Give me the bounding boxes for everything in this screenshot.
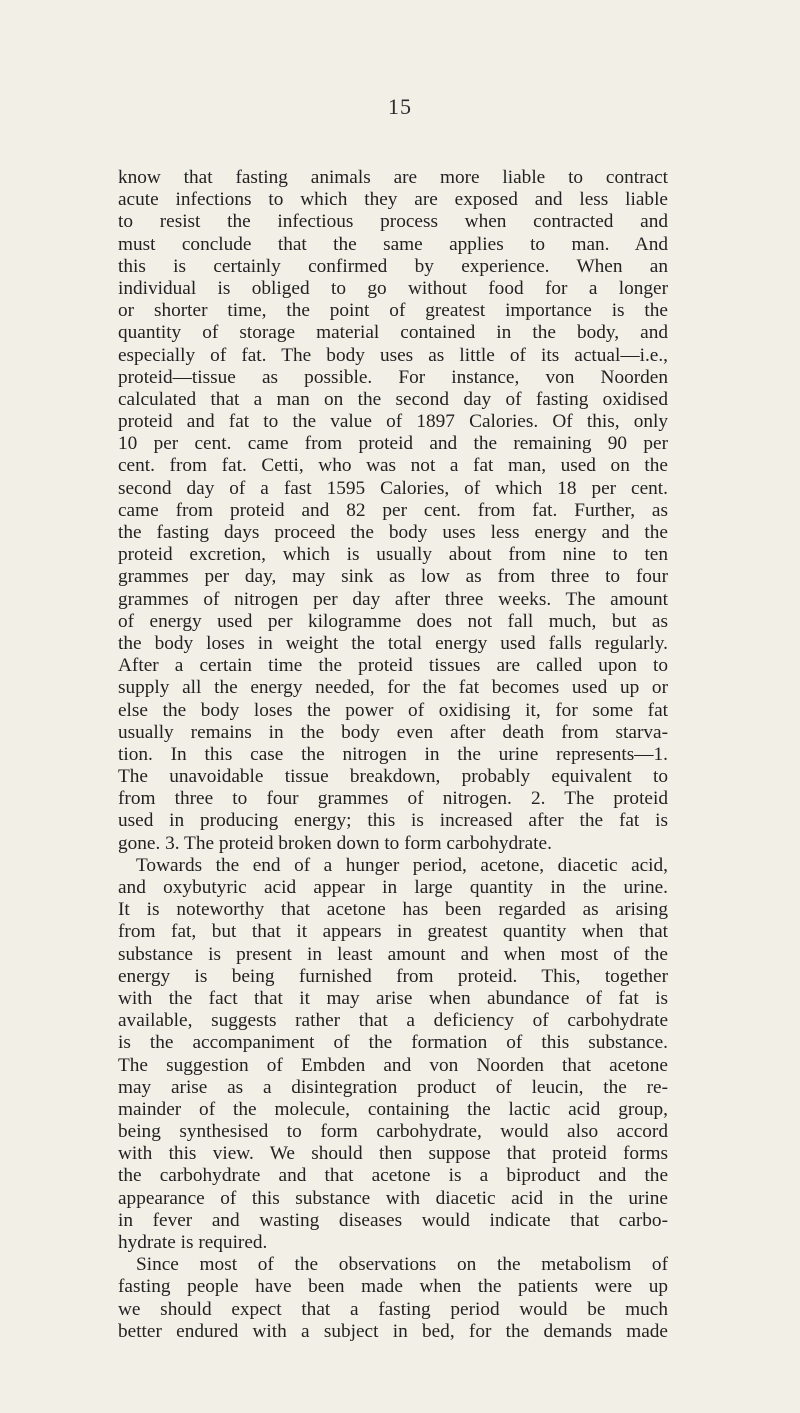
text-line: of energy used per kilogramme does not fall much, but as: [118, 610, 668, 632]
text-line: second day of a fast 1595 Calories, of which 18 per cent.: [118, 477, 668, 499]
text-line: It is noteworthy that acetone has been regarded as arising: [118, 899, 668, 921]
text-line: individual is obliged to go without food for a longer: [118, 277, 668, 299]
text-line: cent. from fat. Cetti, who was not a fat man, used on the: [118, 455, 668, 477]
text-line: the carbohydrate and that acetone is a biproduct and the: [118, 1165, 668, 1187]
text-line: came from proteid and 82 per cent. from fat. Further, as: [118, 499, 668, 521]
text-line: gone. 3. The proteid broken down to form carbohydrate.: [118, 832, 552, 854]
text-line: being synthesised to form carbohydrate, would also accord: [118, 1121, 668, 1143]
text-line: we should expect that a fasting period would be much: [118, 1298, 668, 1320]
text-line: calculated that a man on the second day of fasting oxidised: [118, 388, 668, 410]
text-line: used in producing energy; this is increased after the fat is: [118, 810, 668, 832]
text-line: grammes of nitrogen per day after three weeks. The amount: [118, 588, 668, 610]
text-line: know that fasting animals are more liable to contract: [118, 167, 668, 188]
text-line: acute infections to which they are exposed and less liable: [118, 189, 668, 211]
text-line: proteid excretion, which is usually about from nine to ten: [118, 544, 668, 566]
text-line: mainder of the molecule, containing the lactic acid group,: [118, 1098, 668, 1120]
text-line: 10 per cent. came from proteid and the remaining 90 per: [118, 433, 668, 455]
text-line: the body loses in weight the total energy used falls regularly.: [118, 632, 668, 654]
text-line: from fat, but that it appears in greatest quantity when that: [118, 921, 668, 943]
text-line: this is certainly confirmed by experience. When an: [118, 255, 668, 277]
text-line: better endured with a subject in bed, for the demands made: [118, 1320, 668, 1342]
text-line: grammes per day, may sink as low as from three to four: [118, 566, 668, 588]
text-line: especially of fat. The body uses as little of its actual—i.e.,: [118, 344, 668, 366]
text-line: with this view. We should then suppose that proteid forms: [118, 1143, 668, 1165]
body-text: [118, 167, 668, 1343]
text-line: usually remains in the body even after death from starva-: [118, 721, 668, 743]
text-line: or shorter time, the point of greatest importance is the: [118, 300, 668, 322]
text-line: and oxybutyric acid appear in large quantity in the urine.: [118, 877, 668, 898]
text-line: energy is being furnished from proteid. This, together: [118, 965, 668, 987]
text-line: is the accompaniment of the formation of this substance.: [118, 1032, 668, 1054]
text-line: to resist the infectious process when contracted and: [118, 211, 668, 233]
text-line: Towards the end of a hunger period, acetone, diacetic acid,: [136, 854, 668, 876]
text-line: fasting people have been made when the patients were up: [118, 1276, 668, 1298]
text-line: must conclude that the same applies to man. And: [118, 233, 668, 255]
text-line: quantity of storage material contained in the body, and: [118, 322, 668, 344]
text-line: hydrate is required.: [118, 1232, 268, 1253]
text-line: the fasting days proceed the body uses less energy and the: [118, 522, 668, 543]
page-number: 15: [388, 94, 412, 119]
text-line: in fever and wasting diseases would indicate that carbo-: [118, 1209, 668, 1231]
text-line: supply all the energy needed, for the fat becomes used up or: [118, 677, 668, 699]
text-line: from three to four grammes of nitrogen. 2. The proteid: [118, 788, 668, 810]
text-line: available, suggests rather that a deficiency of carbohydrate: [118, 1010, 668, 1032]
text-line: proteid and fat to the value of 1897 Calories. Of this, only: [118, 411, 668, 433]
text-line: may arise as a disintegration product of leucin, the re-: [118, 1076, 668, 1098]
text-line: substance is present in least amount and when most of the: [118, 943, 668, 965]
text-line: tion. In this case the nitrogen in the urine represents—1.: [118, 743, 668, 765]
text-line: appearance of this substance with diacetic acid in the urine: [118, 1187, 668, 1209]
text-line: proteid—tissue as possible. For instance, von Noorden: [118, 366, 668, 388]
text-line: The unavoidable tissue breakdown, probably equivalent to: [118, 766, 668, 788]
text-line: else the body loses the power of oxidising it, for some fat: [118, 699, 668, 721]
text-line: Since most of the observations on the metabolism of: [136, 1254, 668, 1276]
text-line: with the fact that it may arise when abundance of fat is: [118, 987, 668, 1009]
text-line: The suggestion of Embden and von Noorden that acetone: [118, 1054, 668, 1076]
text-line: After a certain time the proteid tissues are called upon to: [118, 655, 668, 677]
